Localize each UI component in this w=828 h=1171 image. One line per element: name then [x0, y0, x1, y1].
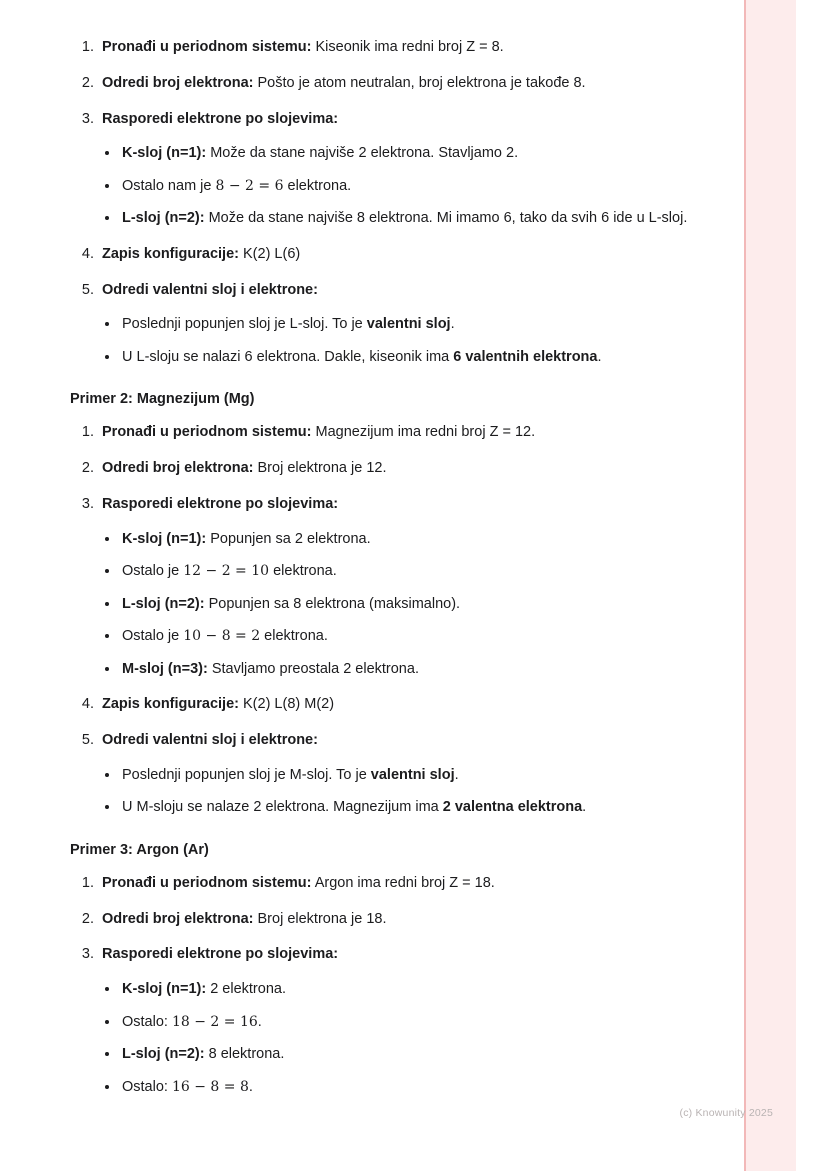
- list-item: [120, 620, 730, 653]
- sub-label: L-sloj (n=2):: [122, 595, 205, 612]
- step-text: [98, 451, 730, 487]
- example2-step-list: [70, 415, 730, 823]
- list-item: [98, 66, 730, 102]
- list-item: [98, 273, 730, 374]
- step-label: Odredi valentni sloj i elektrone:: [102, 732, 318, 749]
- list-item: [120, 137, 730, 169]
- sub-emphasis: 2 valentna elektrona: [442, 799, 583, 816]
- step-text: [98, 102, 730, 138]
- step-label: Pronađi u periodnom sistemu:: [102, 874, 312, 891]
- list-item: [120, 202, 730, 234]
- sub-list: [98, 759, 730, 824]
- list-item: [98, 687, 730, 723]
- sub-body: U L-sloju se nalazi 6 elektrona. Dakle, kiseonik ima: [122, 348, 454, 365]
- step-body: Broj elektrona je 12.: [253, 460, 387, 477]
- list-item: [120, 1038, 730, 1070]
- list-item: [98, 487, 730, 686]
- list-item: [98, 866, 730, 902]
- sub-tail: .: [597, 348, 602, 365]
- list-item: [120, 791, 730, 823]
- list-item: [120, 308, 730, 340]
- sub-emphasis: valentni sloj: [366, 316, 451, 333]
- sub-emphasis: 6 valentnih elektrona: [453, 348, 598, 365]
- math-expression: 16 − 8 = 8: [171, 1078, 249, 1095]
- sub-list: [98, 973, 730, 1103]
- step-label: Odredi broj elektrona:: [102, 460, 254, 477]
- list-item: [120, 170, 730, 203]
- sub-list: [98, 137, 730, 235]
- list-item: [120, 759, 730, 791]
- step-label: Zapis konfiguracije:: [102, 696, 239, 713]
- sub-tail: elektrona.: [283, 177, 352, 194]
- list-item: [120, 523, 730, 555]
- example3-title: Primer 3: Argon (Ar): [70, 841, 209, 858]
- list-item: [120, 588, 730, 620]
- example3-step-list: [70, 866, 730, 1104]
- step-label: Pronađi u periodnom sistemu:: [102, 39, 312, 55]
- sub-label: K-sloj (n=1):: [122, 530, 207, 547]
- sub-body: Ostalo nam je: [122, 177, 216, 194]
- sub-body: Popunjen sa 2 elektrona.: [206, 530, 371, 547]
- sub-tail: elektrona.: [260, 628, 328, 645]
- step-label: Odredi broj elektrona:: [102, 74, 254, 91]
- step-body: Magnezijum ima redni broj Z = 12.: [311, 424, 536, 441]
- example2-title: Primer 2: Magnezijum (Mg): [70, 391, 255, 408]
- list-item: [98, 902, 730, 938]
- sub-list: [98, 523, 730, 686]
- sub-body: Može da stane najviše 2 elektrona. Stavljamo 2.: [206, 145, 519, 162]
- step-text: [98, 30, 730, 66]
- step-text: [98, 937, 730, 973]
- sub-tail: .: [454, 766, 459, 783]
- sub-body: Popunjen sa 8 elektrona (maksimalno).: [204, 595, 461, 612]
- step-body: K(2) L(6): [238, 245, 301, 262]
- list-item: [98, 415, 730, 451]
- sub-label: M-sloj (n=3):: [122, 660, 208, 677]
- sub-body: Ostalo:: [122, 1013, 172, 1030]
- sub-body: 8 elektrona.: [204, 1046, 285, 1063]
- list-item: [98, 237, 730, 273]
- sub-tail: elektrona.: [269, 563, 337, 580]
- math-expression: 10 − 8 = 2: [183, 628, 261, 645]
- sub-body: Može da stane najviše 8 elektrona. Mi imamo 6, tako da svih 6 ide u L-sloj.: [204, 210, 688, 227]
- sub-body: Ostalo:: [122, 1078, 172, 1095]
- step-text: [98, 866, 730, 902]
- step-text: [98, 487, 730, 523]
- step-text: [98, 687, 730, 723]
- sub-label: K-sloj (n=1):: [122, 145, 207, 162]
- list-item: [120, 1006, 730, 1039]
- page-side-strip: [744, 0, 796, 1171]
- list-item: [120, 555, 730, 588]
- step-body: Broj elektrona je 18.: [253, 910, 387, 927]
- example1-step-list: [70, 30, 730, 373]
- sub-label: K-sloj (n=1):: [122, 981, 207, 998]
- sub-label: L-sloj (n=2):: [122, 210, 205, 227]
- step-label: Rasporedi elektrone po slojevima:: [102, 495, 339, 512]
- step-text: [98, 415, 730, 451]
- sub-body: Stavljamo preostala 2 elektrona.: [207, 660, 419, 677]
- sub-body: U M-sloju se nalaze 2 elektrona. Magnezijum ima: [122, 799, 443, 816]
- list-item: [120, 973, 730, 1005]
- step-text: [98, 723, 730, 759]
- sub-body: 2 elektrona.: [206, 981, 286, 998]
- math-expression: 12 − 2 = 10: [183, 563, 270, 580]
- math-expression: 8 − 2 = 6: [215, 177, 284, 194]
- step-text: [98, 237, 730, 273]
- list-item: [98, 937, 730, 1103]
- list-item: [120, 341, 730, 373]
- sub-body: Poslednji popunjen sloj je L-sloj. To je: [122, 316, 367, 333]
- sub-tail: .: [257, 1013, 262, 1030]
- list-item: [120, 653, 730, 685]
- list-item: [98, 723, 730, 824]
- step-text: [98, 66, 730, 102]
- sub-emphasis: valentni sloj: [370, 766, 455, 783]
- step-body: Argon ima redni broj Z = 18.: [311, 874, 495, 891]
- sub-tail: .: [450, 316, 455, 333]
- sub-body: Ostalo je: [122, 563, 184, 580]
- sub-list: [98, 308, 730, 373]
- sub-tail: .: [582, 799, 587, 816]
- math-expression: 18 − 2 = 16: [171, 1013, 258, 1030]
- sub-body: Poslednji popunjen sloj je M-sloj. To je: [122, 766, 371, 783]
- document-content: [70, 30, 730, 1103]
- step-label: Odredi valentni sloj i elektrone:: [102, 281, 318, 298]
- list-item: [98, 451, 730, 487]
- step-body: K(2) L(8) M(2): [238, 696, 335, 713]
- sub-body: Ostalo je: [122, 628, 184, 645]
- step-body: Kiseonik ima redni broj Z = 8.: [311, 39, 504, 55]
- sub-tail: .: [248, 1078, 253, 1095]
- step-body: Pošto je atom neutralan, broj elektrona je takođe 8.: [253, 74, 586, 91]
- step-label: Rasporedi elektrone po slojevima:: [102, 110, 339, 127]
- step-label: Zapis konfiguracije:: [102, 245, 239, 262]
- step-label: Rasporedi elektrone po slojevima:: [102, 946, 339, 963]
- list-item: [98, 102, 730, 235]
- sub-label: L-sloj (n=2):: [122, 1046, 205, 1063]
- copyright-watermark: (c) Knowunity 2025: [679, 1107, 773, 1119]
- step-label: Odredi broj elektrona:: [102, 910, 254, 927]
- step-label: Pronađi u periodnom sistemu:: [102, 424, 312, 441]
- list-item: [98, 30, 730, 66]
- step-text: [98, 902, 730, 938]
- list-item: [120, 1071, 730, 1104]
- step-text: [98, 273, 730, 309]
